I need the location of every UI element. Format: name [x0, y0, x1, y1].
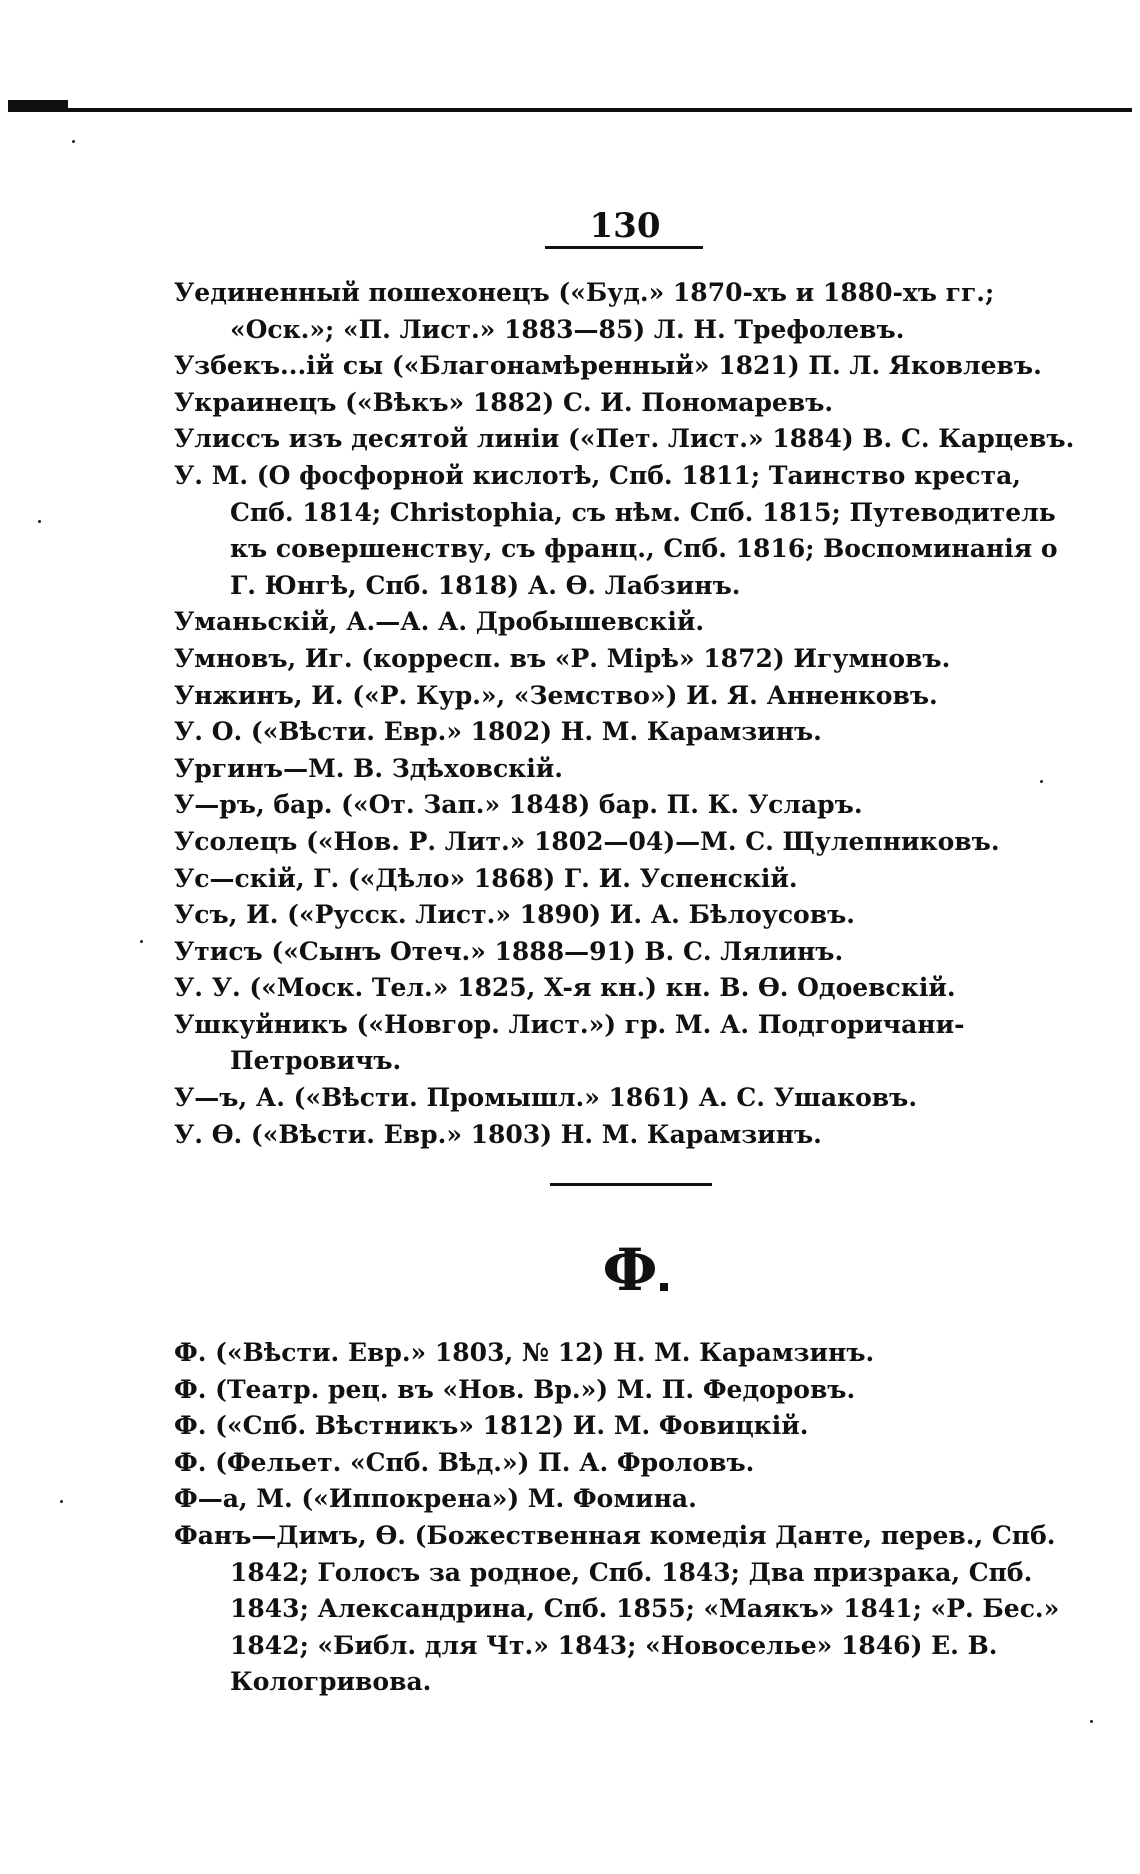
entry-line: Усъ, И. («Русск. Лист.» 1890) И. А. Бѣлоусовъ.: [174, 900, 855, 930]
section-heading-dot: [660, 1283, 668, 1291]
print-speck: [72, 140, 75, 143]
top-edge-rule: [8, 108, 1132, 112]
entry-line: У. О. («Вѣсти. Евр.» 1802) Н. М. Карамзинъ.: [174, 717, 822, 747]
entry-line: Ус—скій, Г. («Дѣло» 1868) Г. И. Успенскій.: [174, 863, 798, 893]
entry-line: У—ръ, бар. («От. Зап.» 1848) бар. П. К. Усларъ.: [174, 790, 863, 820]
entry-list-u: [174, 275, 1092, 1153]
entry-line: Усолецъ («Нов. Р. Лит.» 1802—04)—М. С. Щулепниковъ.: [174, 826, 1000, 856]
print-speck: [1090, 1720, 1093, 1723]
print-speck: [140, 940, 143, 943]
entry-line: Утисъ («Сынъ Отеч.» 1888—91) В. С. Лялинъ.: [174, 936, 844, 966]
entry-line: Умновъ, Иг. (корресп. въ «Р. Мірѣ» 1872) Игумновъ.: [174, 643, 951, 673]
entry-line: Улиссъ изъ десятой линіи («Пет. Лист.» 1884) В. С. Карцевъ.: [174, 424, 1075, 454]
entry-line: Ф. (Театр. рец. въ «Нов. Вр.») М. П. Федоровъ.: [174, 1374, 856, 1404]
entry-line: Ф. («Спб. Вѣстникъ» 1812) И. М. Фовицкій.: [174, 1411, 809, 1441]
print-speck: [38, 520, 41, 523]
section-heading-letter: Ф: [602, 1236, 658, 1304]
entry-line: Украинецъ («Вѣкъ» 1882) С. И. Пономаревъ.: [174, 387, 834, 417]
entry-line: Ф. («Вѣсти. Евр.» 1803, № 12) Н. М. Карамзинъ.: [174, 1338, 875, 1367]
print-speck: [1040, 780, 1043, 783]
page-number: 130: [589, 206, 661, 246]
entry-line: Ургинъ—М. В. Здѣховскій.: [174, 753, 563, 783]
entry-line: Фанъ—Димъ, Ѳ. (Божественная комедія Данте, перев., Спб. 1842; Голосъ за родное, Спб. 1843; Два призрака, Спб. 1843; Александрина, Спб. 1855; «Маякъ» 1841; «Р. Бес.» 1842; «Библ. для Чт.» 1843; «Новоселье» 1846) Е. В. Кологривова.: [174, 1520, 1060, 1697]
entry-line: У. У. («Моск. Тел.» 1825, X-я кн.) кн. В. Ѳ. Одоевскій.: [174, 973, 956, 1003]
entry-line: Унжинъ, И. («Р. Кур.», «Земство») И. Я. Анненковъ.: [174, 680, 938, 710]
entry-line: Уманьскій, А.—А. А. Дробышевскій.: [174, 607, 705, 637]
entry-line: Ф. (Фельет. «Спб. Вѣд.») П. А. Фроловъ.: [174, 1447, 755, 1477]
entry-line: Узбекъ...ій сы («Благонамѣренный» 1821) П. Л. Яковлевъ.: [174, 351, 1042, 381]
entry-line: У. Ѳ. («Вѣсти. Евр.» 1803) Н. М. Карамзинъ.: [174, 1119, 822, 1149]
entry-list-f: [174, 1335, 1092, 1701]
entry-line: Ф—а, М. («Иппокрена») М. Фомина.: [174, 1484, 697, 1514]
page-number-underline: [545, 246, 703, 249]
section-divider: [550, 1183, 712, 1186]
entry-line: У—ъ, А. («Вѣсти. Промышл.» 1861) А. С. Ушаковъ.: [174, 1083, 918, 1113]
entry-line: У. М. (О фосфорной кислотѣ, Спб. 1811; Таинство креста, Спб. 1814; Christophia, съ нѣм. Спб. 1815; Путеводитель къ совершенству, съ франц., Спб. 1816; Воспоминанія о Г. Юнгѣ, Спб. 1818) А. Ѳ. Лабзинъ.: [174, 460, 1058, 600]
print-speck: [60, 1500, 63, 1503]
entry-line: Ушкуйникъ («Новгор. Лист.») гр. М. А. Подгоричани-Петровичъ.: [174, 1009, 965, 1076]
entry-line: Уединенный пошехонецъ («Буд.» 1870-хъ и 1880-хъ гг.; «Оск.»; «П. Лист.» 1883—85) Л. Н. Трефолевъ.: [174, 278, 995, 344]
